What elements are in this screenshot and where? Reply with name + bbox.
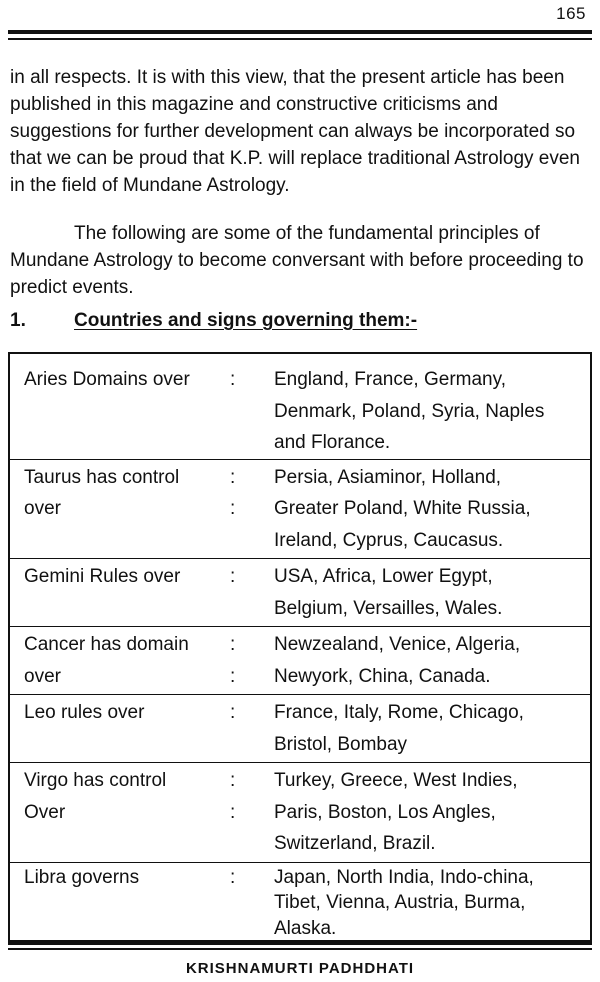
section-heading [10, 308, 594, 334]
colon-cell-line: : [230, 498, 236, 519]
colon-cell-line: : [230, 665, 236, 687]
section-number: 1. [10, 310, 26, 331]
table-row [9, 353, 591, 459]
countries-cell [274, 559, 591, 627]
countries-cell [274, 763, 591, 863]
sign-cell-line: Cancer has domain [24, 634, 189, 655]
countries-cell [274, 459, 591, 559]
sign-cell [9, 559, 230, 627]
page-number: 165 [556, 4, 586, 23]
colon-cell-line: : [230, 866, 236, 888]
table-row [9, 862, 591, 944]
table-body [9, 353, 591, 944]
countries-signs-table [8, 352, 592, 945]
sign-cell [9, 353, 230, 459]
sign-cell-line: Aries Domains over [24, 369, 190, 390]
countries-cell-line: Greater Poland, White Russia, [274, 498, 531, 519]
sign-cell [9, 862, 230, 944]
table-row [9, 763, 591, 863]
sign-cell-line: over [24, 665, 61, 687]
sign-cell-line: Virgo has control [24, 770, 167, 791]
colon-cell-line: : [230, 801, 236, 823]
table-row [9, 459, 591, 559]
sign-cell [9, 763, 230, 863]
countries-cell-line: USA, Africa, Lower Egypt, [274, 566, 493, 587]
countries-cell [274, 695, 591, 763]
countries-cell-line: Newzealand, Venice, Algeria, [274, 634, 521, 655]
table-row [9, 627, 591, 695]
sign-cell [9, 627, 230, 695]
body-paragraph-2: The following are some of the fundamental principles of Mundane Astrology to become conversant with before proceeding to predict events. [10, 223, 584, 298]
countries-cell-line: Alaska. [274, 917, 337, 939]
colon-cell [230, 459, 274, 559]
sign-cell-line: Over [24, 801, 66, 823]
countries-cell-line: Turkey, Greece, West Indies, [274, 770, 518, 791]
footer-rule-thick [8, 940, 592, 944]
colon-cell-line: : [230, 369, 236, 390]
colon-cell [230, 353, 274, 459]
countries-cell [274, 862, 591, 944]
colon-cell [230, 627, 274, 695]
footer-rule-thin [8, 948, 592, 950]
sign-cell-line: Taurus has control [24, 466, 180, 488]
sign-cell-line: Gemini Rules over [24, 566, 181, 587]
colon-cell-line: : [230, 566, 236, 587]
sign-cell-line: Leo rules over [24, 702, 145, 723]
body-paragraph-1: in all respects. It is with this view, that the present article has been published in this magazine and constructive criticisms and suggestions for further development can always be incorporated so that we can be proud that K.P. will replace traditional Astrology even in the field of Mundane Astrology. [10, 67, 580, 196]
countries-cell-line: Denmark, Poland, Syria, Naples [274, 400, 545, 422]
colon-cell [230, 695, 274, 763]
countries-cell-line: Belgium, Versailles, Wales. [274, 597, 503, 619]
countries-cell [274, 627, 591, 695]
sign-cell-line: Libra governs [24, 866, 140, 888]
countries-cell [274, 353, 591, 459]
sign-cell [9, 459, 230, 559]
header-rule-thick [8, 30, 592, 34]
colon-cell [230, 559, 274, 627]
header-rule-thin [8, 38, 592, 40]
countries-cell-line: Newyork, China, Canada. [274, 665, 491, 687]
colon-cell-line: : [230, 466, 236, 488]
countries-cell-line: Ireland, Cyprus, Caucasus. [274, 529, 504, 551]
colon-cell-line: : [230, 634, 236, 655]
colon-cell [230, 763, 274, 863]
footer-title: KRISHNAMURTI PADHDHATI [185, 960, 415, 977]
countries-cell-line: Japan, North India, Indo-china, [274, 866, 534, 888]
countries-cell-line: England, France, Germany, [274, 369, 506, 390]
sign-cell [9, 695, 230, 763]
table-row [9, 559, 591, 627]
sign-cell-line: over [24, 498, 61, 519]
colon-cell-line: : [230, 770, 236, 791]
countries-cell-line: Paris, Boston, Los Angles, [274, 801, 496, 823]
colon-cell-line: : [230, 702, 236, 723]
section-title: Countries and signs governing them:- [74, 310, 418, 331]
countries-cell-line: Bristol, Bombay [274, 733, 408, 755]
countries-cell-line: France, Italy, Rome, Chicago, [274, 702, 524, 723]
countries-cell-line: Persia, Asiaminor, Holland, [274, 466, 502, 488]
countries-cell-line: Tibet, Vienna, Austria, Burma, [274, 892, 526, 913]
countries-cell-line: Switzerland, Brazil. [274, 833, 436, 854]
countries-cell-line: and Florance. [274, 432, 391, 453]
table-row [9, 695, 591, 763]
colon-cell [230, 862, 274, 944]
